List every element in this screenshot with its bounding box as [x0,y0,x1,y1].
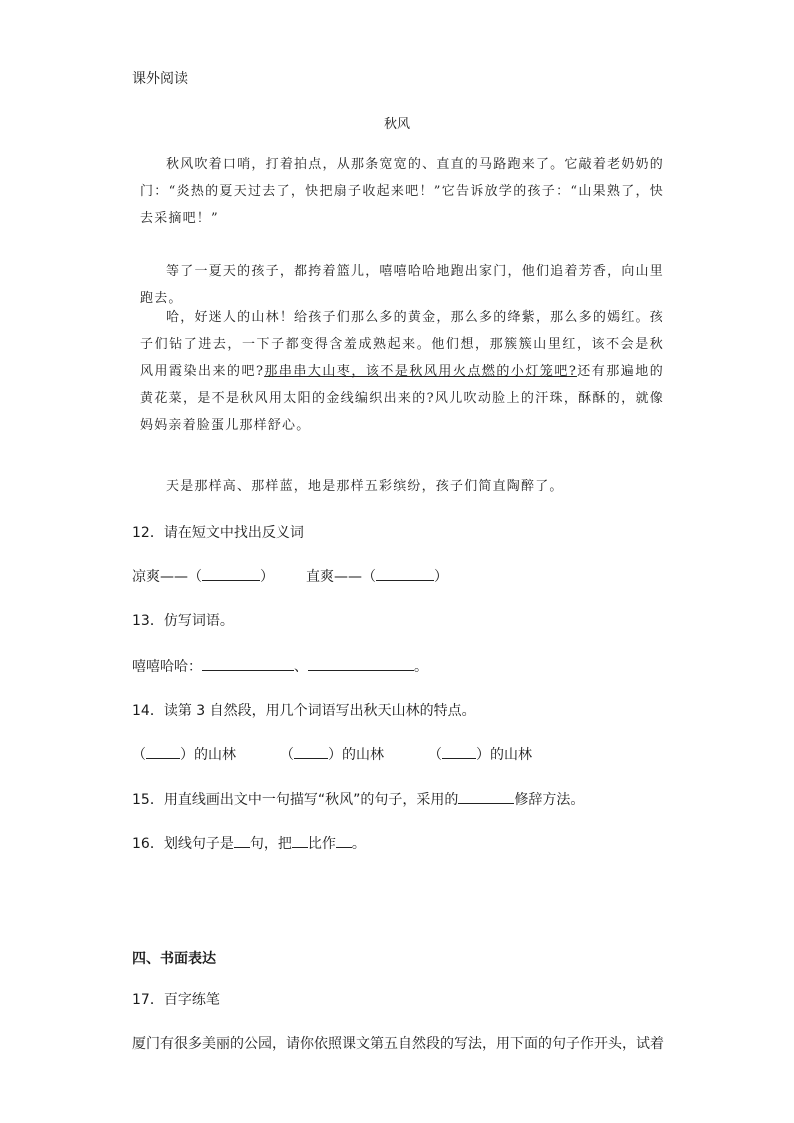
answer-blank-subject[interactable] [292,833,308,848]
feature-suffix: ）的山林 [476,747,532,763]
section-label: 课外阅读 [132,71,188,87]
question-12-answer-line [132,566,448,586]
answer-blank-feature-1[interactable] [146,744,180,759]
section-4-heading: 四、书面表达 [132,951,216,967]
question-12-prompt: 12．请在短文中找出反义词 [132,525,304,541]
answer-blank-antonym-2[interactable] [376,566,434,581]
separator: 、 [294,659,308,675]
question-17-instructions: 厦门有很多美丽的公园，请你依照课文第五自然段的写法，用下面的句子作开头，试着 [132,1036,664,1052]
question-13-prompt: 13．仿写词语。 [132,613,234,629]
bracket-open: （ [428,747,442,763]
bracket-close: ） [434,569,448,585]
article-paragraph-1: 秋风吹着口哨，打着拍点，从那条宽宽的、直直的马路跑来了。它敲着老奶奶的门：“炎热的夏天过去了，快把扇子收起来吧！”它告诉放学的孩子：“山果熟了，快去采摘吧！” [140,157,664,226]
antonym-word-2: 直爽——（ [306,569,376,585]
answer-blank-word-2[interactable] [308,656,414,671]
answer-blank-word-1[interactable] [202,656,294,671]
question-17-prompt: 17．百字练笔 [132,992,220,1008]
question-14-prompt: 14．读第 3 自然段，用几个词语写出秋天山林的特点。 [132,703,476,719]
article-title: 秋风 [383,117,410,132]
bracket-open: （ [280,747,294,763]
article-paragraph-4: 天是那样高、那样蓝，地是那样五彩缤纷，孩子们简直陶醉了。 [166,479,564,494]
article-paragraph-2: 等了一夏天的孩子，都挎着篮儿，嘻嘻哈哈地跑出家门，他们追着芳香，向山里跑去。 [140,264,664,306]
question-13-answer-line [132,656,428,676]
answer-blank-rhetoric[interactable] [458,789,514,804]
answer-blank-feature-2[interactable] [294,744,328,759]
question-15 [132,789,584,809]
bracket-open: （ [132,747,146,763]
question-15-text-a: 15．用直线画出文中一句描写“秋风”的句子，采用的 [132,792,459,808]
period: 。 [414,659,428,675]
underlined-sentence: 那串串大山枣，该不是秋风用火点燃的小灯笼吧? [264,364,578,379]
question-16-text-1: 16．划线句子是 [132,836,234,852]
answer-blank-object[interactable] [336,833,352,848]
feature-suffix: ）的山林 [180,747,236,763]
answer-blank-sentence-type[interactable] [234,833,250,848]
question-15-text-b: 修辞方法。 [514,792,585,808]
paragraph-3-text-a: 哈，好迷人的山林！给孩子们那么多的黄金，那么多的绛紫，那么多的嫣红。孩子们钻了进去，一下子都变得含羞成熟起来。他们想，那簇簇山里红，该不会是秋风用霞染出来的吧? [140,310,664,379]
question-16 [132,833,366,853]
feature-suffix: ）的山林 [328,747,384,763]
answer-blank-feature-3[interactable] [442,744,476,759]
example-word: 嘻嘻哈哈： [132,659,202,675]
question-14-answer-line [132,744,532,764]
bracket-close: ） [260,569,274,585]
paragraph-3-text-b: 还有那遍地的黄花菜，是不是秋风用太阳的金线编织出来的?风儿吹动脸上的汗珠，酥酥的，就像妈妈亲着脸蛋儿那样舒心。 [140,364,664,433]
question-16-text-2: 句，把 [249,836,292,852]
question-16-text-4: 。 [351,836,366,852]
antonym-word-1: 凉爽——（ [132,569,202,585]
question-16-text-3: 比作 [307,836,336,852]
answer-blank-antonym-1[interactable] [202,566,260,581]
article-paragraph-3 [140,304,664,439]
